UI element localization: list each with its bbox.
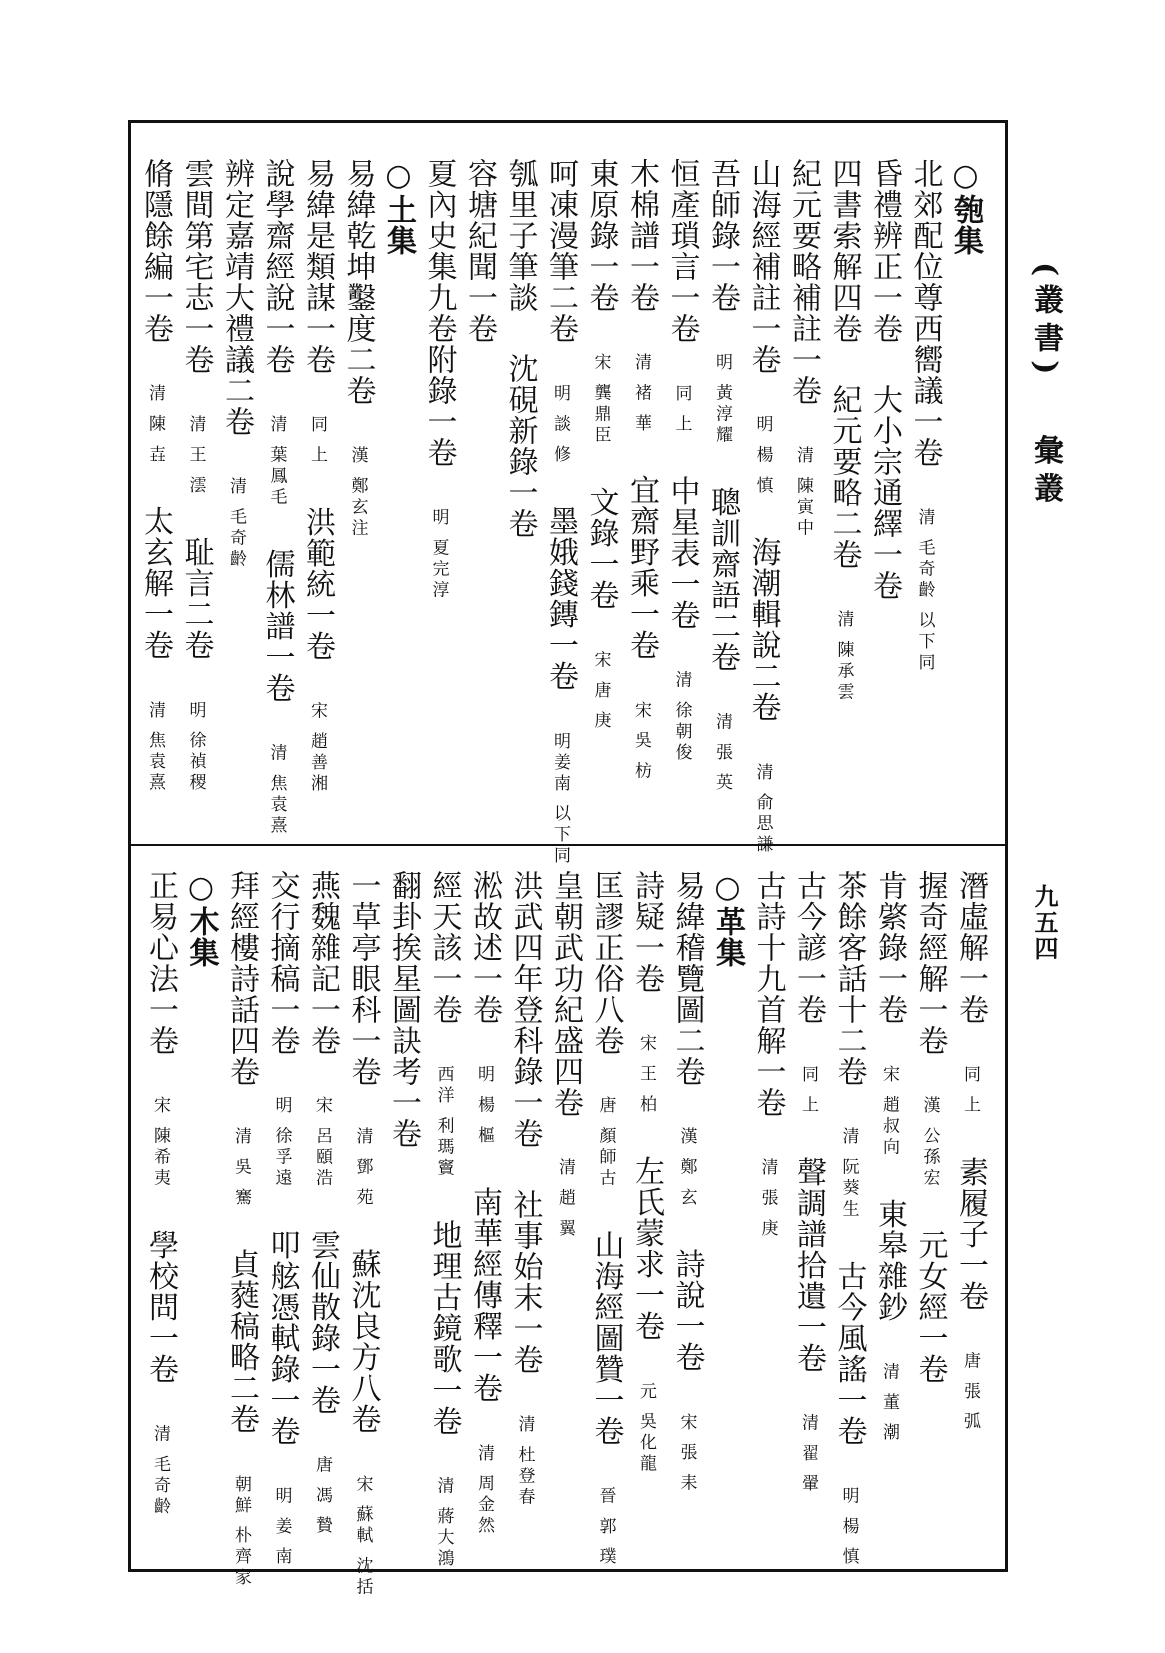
author-note: 明 徐孚遠 — [271, 1096, 292, 1190]
author-note: 清 阮葵生 — [838, 1127, 859, 1221]
book-title-secondary: 素履子一卷 — [953, 1156, 988, 1312]
author-note-secondary: 清 焦袁熹 — [145, 700, 165, 795]
heading-text: ○革集 — [710, 870, 745, 968]
book-title: 昏禮辨正一卷 — [867, 158, 902, 344]
book-title-secondary: 元女經一卷 — [912, 1229, 948, 1385]
author-note-secondary: 唐 張 弧 — [960, 1351, 980, 1434]
author-note: 同 上 — [671, 384, 692, 436]
book-title: 東原錄一卷 — [583, 158, 619, 313]
entry-column — [216, 158, 256, 570]
author-note: 西洋 利瑪竇 — [433, 1065, 454, 1180]
book-title: 恒產瑣言一卷 — [664, 158, 700, 344]
author-note: 漢 鄭玄注 — [347, 446, 368, 540]
author-note: 明 楊 慎 — [752, 415, 773, 497]
book-title: 夏內史集九卷附錄一卷 — [421, 158, 457, 468]
book-title: 雲間第宅志一卷 — [178, 158, 214, 375]
entry-column — [459, 158, 499, 344]
author-note: 清 張 庚 — [757, 1158, 778, 1240]
book-title-secondary: 雲仙散錄一卷 — [305, 1229, 340, 1416]
entry-column — [540, 158, 580, 867]
entry-column — [140, 870, 180, 1518]
entry-column — [702, 158, 742, 794]
entry-column — [748, 870, 788, 1240]
book-title-secondary: 南華經傳釋一卷 — [467, 1186, 502, 1404]
author-note: 明 談 修 — [550, 384, 570, 466]
book-title: 洪武四年登科錄一卷 — [507, 870, 543, 1149]
entry-column — [581, 158, 621, 732]
author-note: 清 褚 華 — [631, 353, 651, 435]
author-note: 宋 王 柏 — [636, 1034, 656, 1116]
entry-column — [135, 158, 175, 794]
book-title-secondary: 墨娥錢鏄一卷 — [543, 505, 578, 692]
book-title: 經天該一卷 — [426, 870, 462, 1025]
author-note-secondary: 清 毛奇齡 — [150, 1424, 170, 1518]
author-note: 清 毛奇齡 — [226, 477, 246, 571]
entry-column — [176, 158, 216, 794]
author-note-secondary: 明 楊 慎 — [838, 1486, 859, 1569]
author-note-secondary: 清 杜登春 — [514, 1415, 535, 1509]
heading-text: ○匏集 — [948, 158, 983, 256]
book-title: 茶餘客話十二卷 — [831, 870, 867, 1087]
author-note-secondary: 清 張 英 — [712, 712, 732, 795]
book-title-secondary: 中星表一卷 — [664, 475, 700, 631]
book-title-secondary: 叩舷憑軾錄一卷 — [264, 1229, 300, 1447]
entry-column — [824, 158, 864, 703]
book-title: 吾師錄一卷 — [705, 158, 740, 313]
book-title: 匡謬正俗八卷 — [588, 870, 624, 1056]
author-note: 同 上 — [960, 1065, 980, 1117]
book-title: 肯綮錄一卷 — [872, 870, 907, 1025]
book-title-secondary: 詩說一卷 — [669, 1248, 705, 1373]
section-title: 彙叢 — [1028, 434, 1063, 511]
page-number: 九五四 — [1030, 884, 1059, 962]
author-note-secondary: 宋 唐 庚 — [590, 650, 611, 733]
author-note: 宋 陳希夷 — [150, 1096, 170, 1190]
book-title-secondary: 紀元要略二卷 — [826, 384, 862, 570]
author-note: 清 趙 翼 — [555, 1158, 575, 1240]
book-title-secondary: 儒林譜一卷 — [259, 548, 295, 704]
entry-column — [743, 158, 783, 856]
book-title-secondary: 大小宗通繹一卷 — [867, 384, 902, 601]
book-title-secondary: 山海經圖贊一卷 — [588, 1229, 624, 1447]
collection-heading — [181, 870, 221, 968]
author-note: 宋 呂頤浩 — [312, 1096, 332, 1190]
author-note: 清 陳 壵 — [145, 384, 165, 466]
author-note-secondary: 元 吳化龍 — [636, 1381, 656, 1476]
author-note-secondary: 朝鮮 朴齊家 — [231, 1474, 251, 1590]
author-note: 清 鄧 苑 — [352, 1127, 373, 1209]
entry-column — [500, 158, 540, 539]
collection-heading — [378, 158, 418, 256]
entry-column — [343, 870, 383, 1599]
entry-column — [864, 158, 904, 601]
entry-column — [257, 158, 297, 837]
book-title-secondary: 東皋雜鈔 — [872, 1198, 907, 1323]
author-note: 清 毛奇齡 以下同 — [914, 508, 935, 674]
entry-column — [545, 870, 585, 1240]
book-title: 山海經補註一卷 — [745, 158, 781, 375]
book-title: 紀元要略補註一卷 — [786, 158, 821, 406]
author-note-secondary: 宋 蘇軾 沈括 — [352, 1474, 373, 1599]
entry-column — [869, 870, 909, 1444]
book-title: 交行摘稿一卷 — [264, 870, 300, 1056]
author-note: 宋 趙叔向 — [879, 1065, 899, 1159]
book-title: 脩隱餘編一卷 — [138, 158, 173, 344]
book-title-secondary: 左氏蒙求一卷 — [629, 1155, 664, 1342]
book-title: 握奇經解一卷 — [912, 870, 948, 1056]
author-note: 唐 顏師古 — [595, 1096, 616, 1190]
author-note: 同 上 — [307, 415, 327, 467]
entry-column — [586, 870, 626, 1568]
entry-column — [419, 158, 459, 601]
author-note: 清 吳 騫 — [231, 1127, 251, 1209]
author-note-secondary: 清 俞思謙 — [752, 762, 773, 857]
book-title: 古詩十九首解一卷 — [750, 870, 786, 1118]
book-title: 一草亭眼科一卷 — [345, 870, 381, 1087]
book-title-secondary: 聰訓齋語二卷 — [705, 486, 740, 673]
book-title-secondary: 海潮輯說二卷 — [745, 536, 781, 723]
author-note: 宋 龔鼎臣 — [590, 353, 611, 447]
book-title: 瓠里子筆談 — [502, 158, 538, 313]
author-note: 清 陳寅中 — [793, 446, 813, 540]
entry-column — [338, 158, 378, 539]
author-note: 明 楊 樞 — [474, 1065, 494, 1147]
book-title-secondary: 社事始末一卷 — [507, 1189, 543, 1375]
entry-column — [464, 870, 504, 1537]
entry-column — [383, 870, 423, 1149]
author-note-secondary: 明 徐禎稷 — [185, 700, 206, 795]
running-header — [1023, 262, 1067, 510]
entry-column — [262, 870, 302, 1568]
book-title-secondary: 貞蕤稿略二卷 — [224, 1248, 259, 1435]
book-title: 古今諺一卷 — [791, 870, 826, 1025]
book-title-secondary: 地理古鏡歌一卷 — [426, 1219, 462, 1437]
book-title-secondary: 文錄一卷 — [583, 486, 619, 611]
book-title: 木棉譜一卷 — [624, 158, 659, 313]
entry-column — [910, 870, 950, 1384]
author-note: 明 夏完淳 — [428, 508, 449, 602]
collection-heading — [945, 158, 985, 256]
book-title-secondary: 沈硯新錄一卷 — [502, 353, 538, 539]
author-note-secondary: 宋 吳 枋 — [631, 700, 651, 783]
book-title-secondary: 宜齋野乘一卷 — [624, 474, 659, 661]
author-note-secondary: 唐 馮 贄 — [312, 1455, 332, 1538]
book-title: 翻卦挨星圖訣考一卷 — [386, 870, 421, 1149]
book-title: 正易心法一卷 — [143, 870, 178, 1056]
entry-column — [829, 870, 869, 1568]
book-title: 四書索解四卷 — [826, 158, 862, 344]
entry-column — [505, 870, 545, 1508]
book-title: 易緯乾坤鑿度二卷 — [340, 158, 376, 406]
author-note: 清 王 澐 — [185, 415, 206, 497]
entry-column — [905, 158, 945, 674]
entry-column — [626, 870, 666, 1475]
author-note-secondary: 宋 張 耒 — [676, 1412, 697, 1495]
author-note-secondary: 清 周金然 — [474, 1443, 494, 1538]
book-title: 燕魏雜記一卷 — [305, 870, 340, 1056]
book-title: 淞故述一卷 — [467, 870, 502, 1025]
author-note-secondary: 晉 郭 璞 — [595, 1486, 616, 1569]
author-note-secondary: 明 姜 南 — [271, 1486, 292, 1569]
book-title-secondary: 學校問一卷 — [143, 1229, 178, 1385]
entry-column — [221, 870, 261, 1589]
author-note-secondary: 清 陳承雲 — [833, 610, 854, 704]
book-title-secondary: 太玄解一卷 — [138, 505, 173, 661]
book-title: 詩疑一卷 — [629, 870, 664, 994]
entry-column — [662, 158, 702, 764]
heading-text: ○木集 — [183, 870, 219, 968]
author-note: 漢 公孫宏 — [919, 1096, 940, 1190]
entry-column — [788, 870, 828, 1495]
entry-column — [297, 158, 337, 795]
author-note-secondary: 宋 趙善湘 — [307, 701, 327, 795]
author-note-secondary: 清 董 潮 — [879, 1362, 899, 1445]
author-note: 漢 鄭 玄 — [676, 1127, 697, 1209]
book-title-secondary: 古今風謠一卷 — [831, 1260, 867, 1447]
author-note: 清 葉鳳毛 — [266, 415, 287, 509]
book-title: 易緯稽覽圖二卷 — [669, 870, 705, 1087]
book-title: 北郊配位尊西嚮議一卷 — [907, 158, 943, 468]
book-title: 易緯是類謀一卷 — [300, 158, 335, 375]
book-title: 皇朝武功紀盛四卷 — [548, 870, 583, 1118]
book-title-secondary: 聲調譜拾遺一卷 — [791, 1156, 826, 1374]
book-title: 潛虛解一卷 — [953, 870, 988, 1025]
book-title: 說學齋經說一卷 — [259, 158, 295, 375]
book-title: 容塘紀聞一卷 — [462, 158, 497, 344]
book-title-secondary: 耻言二卷 — [178, 536, 214, 661]
book-title: 拜經樓詩話四卷 — [224, 870, 259, 1087]
author-note: 明 黃淳耀 — [712, 353, 732, 447]
author-note-secondary: 清 蔣大鴻 — [433, 1476, 454, 1570]
author-note-secondary: 清 焦袁熹 — [266, 743, 287, 837]
entry-column — [783, 158, 823, 539]
entry-column — [302, 870, 342, 1537]
author-note-secondary: 明姜南 以下同 — [550, 731, 570, 868]
book-title: 呵凍漫筆二卷 — [543, 158, 578, 344]
author-note: 同 上 — [798, 1065, 818, 1117]
author-note-secondary: 清 徐朝俊 — [671, 670, 692, 764]
entry-column — [424, 870, 464, 1570]
collection-heading — [707, 870, 747, 968]
book-title: 辨定嘉靖大禮議二卷 — [219, 158, 254, 437]
author-note-secondary: 清 翟 翬 — [798, 1413, 818, 1496]
heading-text: ○土集 — [381, 158, 416, 256]
book-title-secondary: 洪範統一卷 — [300, 506, 335, 662]
entry-column — [667, 870, 707, 1495]
entry-column — [621, 158, 661, 783]
entry-column — [950, 870, 990, 1433]
series-label: (叢書) — [1028, 262, 1063, 383]
book-title-secondary: 蘇沈良方八卷 — [345, 1248, 381, 1435]
